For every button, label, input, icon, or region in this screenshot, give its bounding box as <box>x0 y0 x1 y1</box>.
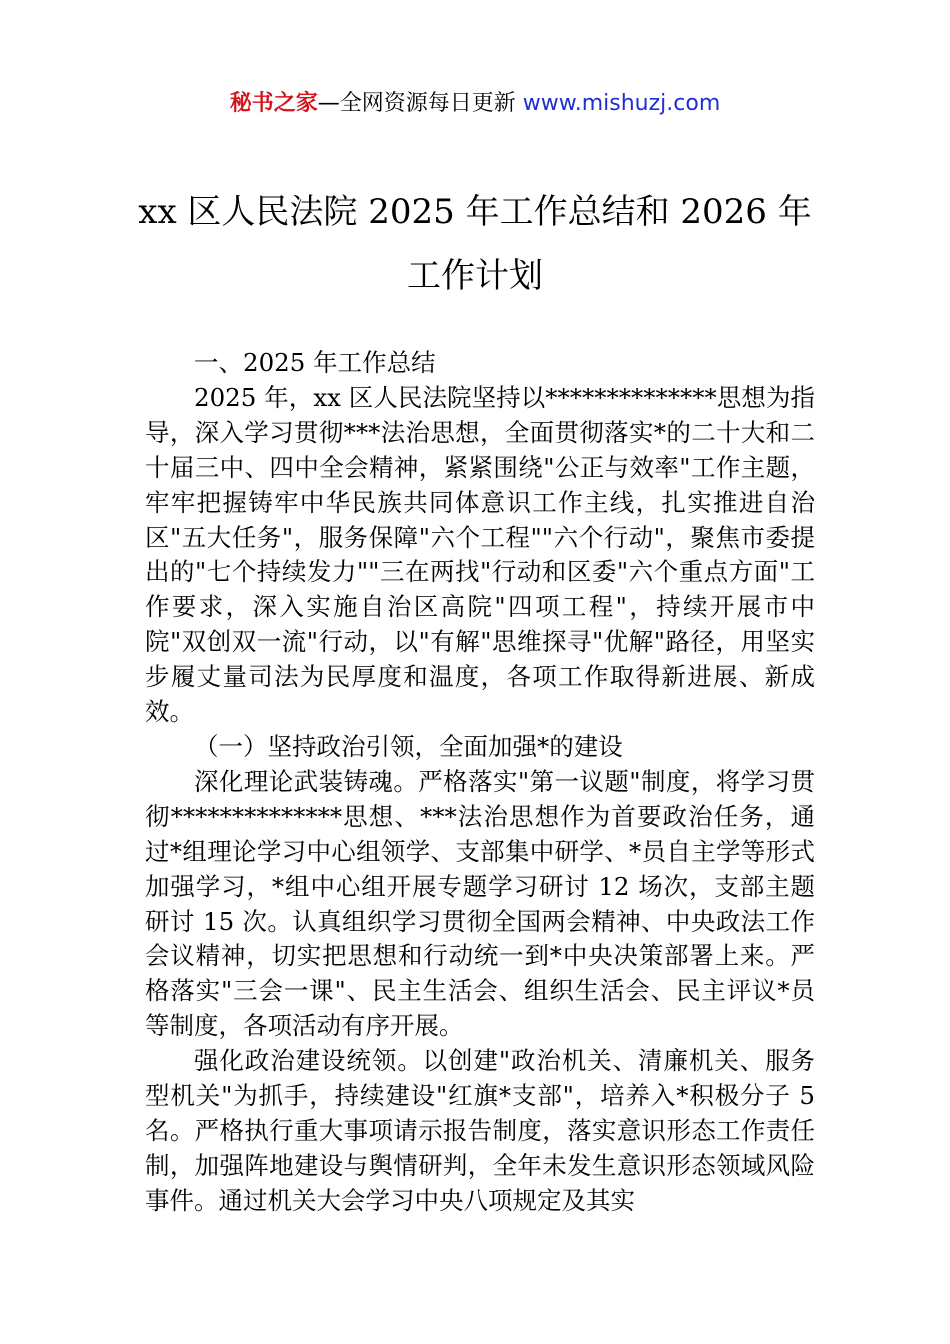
site-url-link[interactable]: www.mishuzj.com <box>522 91 721 116</box>
header-tagline: —全网资源每日更新 <box>317 91 523 116</box>
title-line-2: 工作计划 <box>407 256 543 296</box>
paragraph-theory: 深化理论武装铸魂。严格落实"第一议题"制度，将学习贯彻**************思想、***法治思想作为首要政治任务，通过*组理论学习中心组领学、支部集中研学、*员自主学等形式加强学习，*组中心组开展专题学习研讨 12 场次，支部主题研讨 15 次。认真组织学习贯彻全国两会精神、中央政法工作会议精神，切实把思想和行动统一到*中央决策部署上来。严格落实"三会一课"、民主生活会、组织生活会、民主评议*员等制度，各项活动有序开展。 <box>145 766 815 1041</box>
subsection-heading: （一）坚持政治引领，全面加强*的建设 <box>194 731 623 761</box>
intro-paragraph: 2025 年，xx 区人民法院坚持以**************思想为指导，深入学习贯彻***法治思想，全面贯彻落实*的二十大和二十届三中、四中全会精神，紧紧围绕"公正与效率"工作主题，牢牢把握铸牢中华民族共同体意识工作主线，扎实推进自治区"五大任务"，服务保障"六个工程""六个行动"，聚焦市委提出的"七个持续发力""三在两找"行动和区委"六个重点方面"工作要求，深入实施自治区高院"四项工程"，持续开展市中院"双创双一流"行动，以"有解"思维探寻"优解"路径，用坚实步履丈量司法为民厚度和温度，各项工作取得新进展、新成效。 <box>145 382 815 727</box>
document-body <box>145 346 815 1219</box>
site-header <box>0 86 950 122</box>
brand-name: 秘书之家 <box>229 91 318 116</box>
title-line-1: xx 区人民法院 2025 年工作总结和 2026 年 <box>138 192 812 232</box>
section-heading: 一、2025 年工作总结 <box>194 348 436 377</box>
document-title <box>100 180 850 308</box>
paragraph-politics: 强化政治建设统领。以创建"政治机关、清廉机关、服务型机关"为抓手，持续建设"红旗*支部"，培养入*积极分子 5 名。严格执行重大事项请示报告制度，落实意识形态工作责任制，加强阵地建设与舆情研判，全年未发生意识形态领域风险事件。通过机关大会学习中央八项规定及其实 <box>145 1046 815 1215</box>
